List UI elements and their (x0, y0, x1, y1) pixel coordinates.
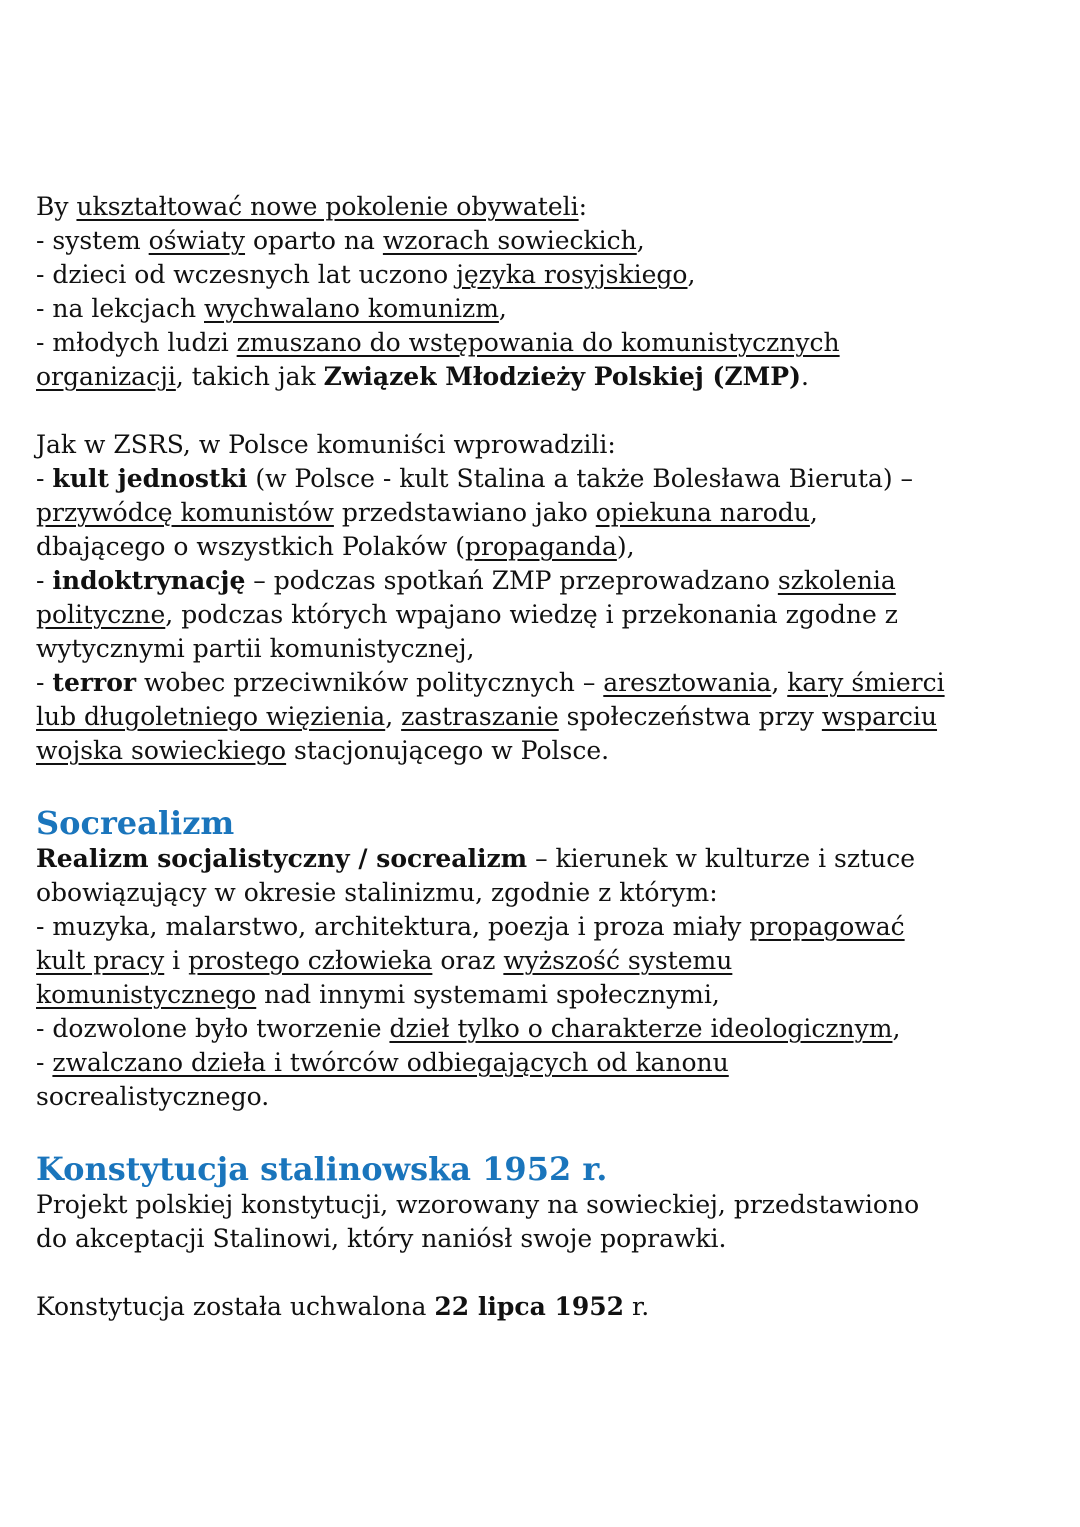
text-run: . (800, 362, 809, 391)
text-run: ), (616, 532, 635, 561)
text-run: socrealistycznego. (36, 1082, 270, 1111)
text-run: : (578, 192, 588, 221)
text-line (36, 326, 1056, 360)
text-line (36, 944, 1056, 978)
underlined-phrase: wsparciu (821, 702, 938, 731)
text-run: - (36, 464, 53, 493)
text-run: - (36, 668, 53, 697)
underlined-phrase: komunistycznego (36, 980, 257, 1009)
text-line (36, 598, 1056, 632)
underlined-phrase: propagować (749, 912, 905, 941)
text-run: – podczas spotkań ZMP przeprowadzano (245, 566, 778, 595)
text-run: r. (624, 1292, 650, 1321)
text-run: Konstytucja została uchwalona (36, 1292, 435, 1321)
underlined-phrase: wychwalano komunizm (204, 294, 499, 323)
text-line (36, 734, 1056, 768)
text-line (36, 666, 1056, 700)
underlined-phrase: lub długoletniego więzienia (36, 702, 386, 731)
text-run: Projekt polskiej konstytucji, wzorowany na sowieckiej, przedstawiono (36, 1190, 920, 1219)
text-run: Jak w ZSRS, w Polsce komuniści wprowadzili: (36, 430, 616, 459)
underlined-phrase: prostego człowieka (188, 946, 433, 975)
text-run: - muzyka, malarstwo, architektura, poezja i proza miały (36, 912, 750, 941)
text-line (36, 1290, 1056, 1324)
text-line (36, 1222, 1056, 1256)
text-run: By (36, 192, 77, 221)
bold-term: terror (52, 668, 137, 697)
text-run: wobec przeciwników politycznych – (136, 668, 604, 697)
text-run: - dozwolone było tworzenie (36, 1014, 390, 1043)
text-line (36, 1012, 1056, 1046)
underlined-phrase: kult pracy (36, 946, 165, 975)
underlined-phrase: języka rosyjskiego (456, 260, 688, 289)
text-run: do akceptacji Stalinowi, który naniósł swoje poprawki. (36, 1224, 727, 1253)
text-line (36, 632, 1056, 666)
underlined-phrase: aresztowania (603, 668, 772, 697)
underlined-phrase: ukształtować nowe pokolenie obywateli (76, 192, 579, 221)
underlined-phrase: dzieł tylko o charakterze ideologicznym (389, 1014, 893, 1043)
text-line (36, 700, 1056, 734)
text-run: oraz (432, 946, 504, 975)
text-line (36, 1188, 1056, 1222)
text-line (36, 190, 1056, 224)
underlined-phrase: przywódcę komunistów (36, 498, 334, 527)
bold-term: indoktrynację (52, 566, 246, 595)
paragraph-gap (36, 768, 1056, 802)
underlined-phrase: zmuszano do wstępowania do komunistycznych (236, 328, 840, 357)
text-line (36, 530, 1056, 564)
underlined-phrase: zwalczano dzieła i twórców odbiegających od kanonu (52, 1048, 729, 1077)
text-run: , podczas których wpajano wiedzę i przekonania zgodne z (165, 600, 898, 629)
paragraph-gap (36, 1114, 1056, 1148)
underlined-phrase: wojska sowieckiego (36, 736, 287, 765)
text-line (36, 428, 1056, 462)
underlined-phrase: oświaty (148, 226, 246, 255)
paragraph-gap (36, 394, 1056, 428)
text-run: – kierunek w kulturze i sztuce (527, 844, 916, 873)
text-run: - na lekcjach (36, 294, 204, 323)
document-page (36, 190, 1056, 1324)
text-run: nad innymi systemami społecznymi, (256, 980, 720, 1009)
underlined-phrase: szkolenia (777, 566, 896, 595)
underlined-phrase: zastraszanie (401, 702, 559, 731)
text-run: oparto na (245, 226, 383, 255)
text-run: - (36, 1048, 53, 1077)
text-line (36, 224, 1056, 258)
text-run: - (36, 566, 53, 595)
text-line (36, 876, 1056, 910)
text-run: , (809, 498, 818, 527)
text-run: , (498, 294, 507, 323)
text-line (36, 1046, 1056, 1080)
text-run: - dzieci od wczesnych lat uczono (36, 260, 457, 289)
text-run: , (892, 1014, 901, 1043)
bold-term: 22 lipca 1952 (434, 1292, 625, 1321)
text-line (36, 258, 1056, 292)
text-run: - system (36, 226, 149, 255)
underlined-phrase: propaganda (465, 532, 617, 561)
text-line (36, 978, 1056, 1012)
text-line (36, 564, 1056, 598)
text-line (36, 910, 1056, 944)
text-run: dbającego o wszystkich Polaków ( (36, 532, 466, 561)
text-run: - młodych ludzi (36, 328, 237, 357)
text-run: wytycznymi partii komunistycznej, (36, 634, 475, 663)
text-line (36, 292, 1056, 326)
paragraph-gap (36, 1256, 1056, 1290)
text-line (36, 842, 1056, 876)
text-line (36, 496, 1056, 530)
bold-term: Związek Młodzieży Polskiej (ZMP) (323, 362, 801, 391)
text-line (36, 360, 1056, 394)
bold-term: Realizm socjalistyczny / socrealizm (36, 844, 528, 873)
text-run: i (164, 946, 189, 975)
text-run: , (385, 702, 402, 731)
text-run: stacjonującego w Polsce. (286, 736, 610, 765)
text-run: przedstawiano jako (333, 498, 596, 527)
underlined-phrase: polityczne (36, 600, 166, 629)
bold-term: kult jednostki (52, 464, 248, 493)
underlined-phrase: wyższość systemu (503, 946, 733, 975)
text-run: , takich jak (175, 362, 324, 391)
text-run: (w Polsce - kult Stalina a także Bolesława Bieruta) – (247, 464, 914, 493)
text-run: społeczeństwa przy (558, 702, 822, 731)
underlined-phrase: organizacji (36, 362, 176, 391)
section-heading: Konstytucja stalinowska 1952 r. (36, 1150, 608, 1188)
text-run: , (636, 226, 645, 255)
section-heading: Socrealizm (36, 804, 235, 842)
text-run: obowiązujący w okresie stalinizmu, zgodnie z którym: (36, 878, 718, 907)
text-run: , (771, 668, 788, 697)
underlined-phrase: kary śmierci (787, 668, 945, 697)
underlined-phrase: opiekuna narodu (595, 498, 810, 527)
underlined-phrase: wzorach sowieckich (382, 226, 637, 255)
text-run: , (687, 260, 696, 289)
text-line (36, 462, 1056, 496)
text-line (36, 1080, 1056, 1114)
